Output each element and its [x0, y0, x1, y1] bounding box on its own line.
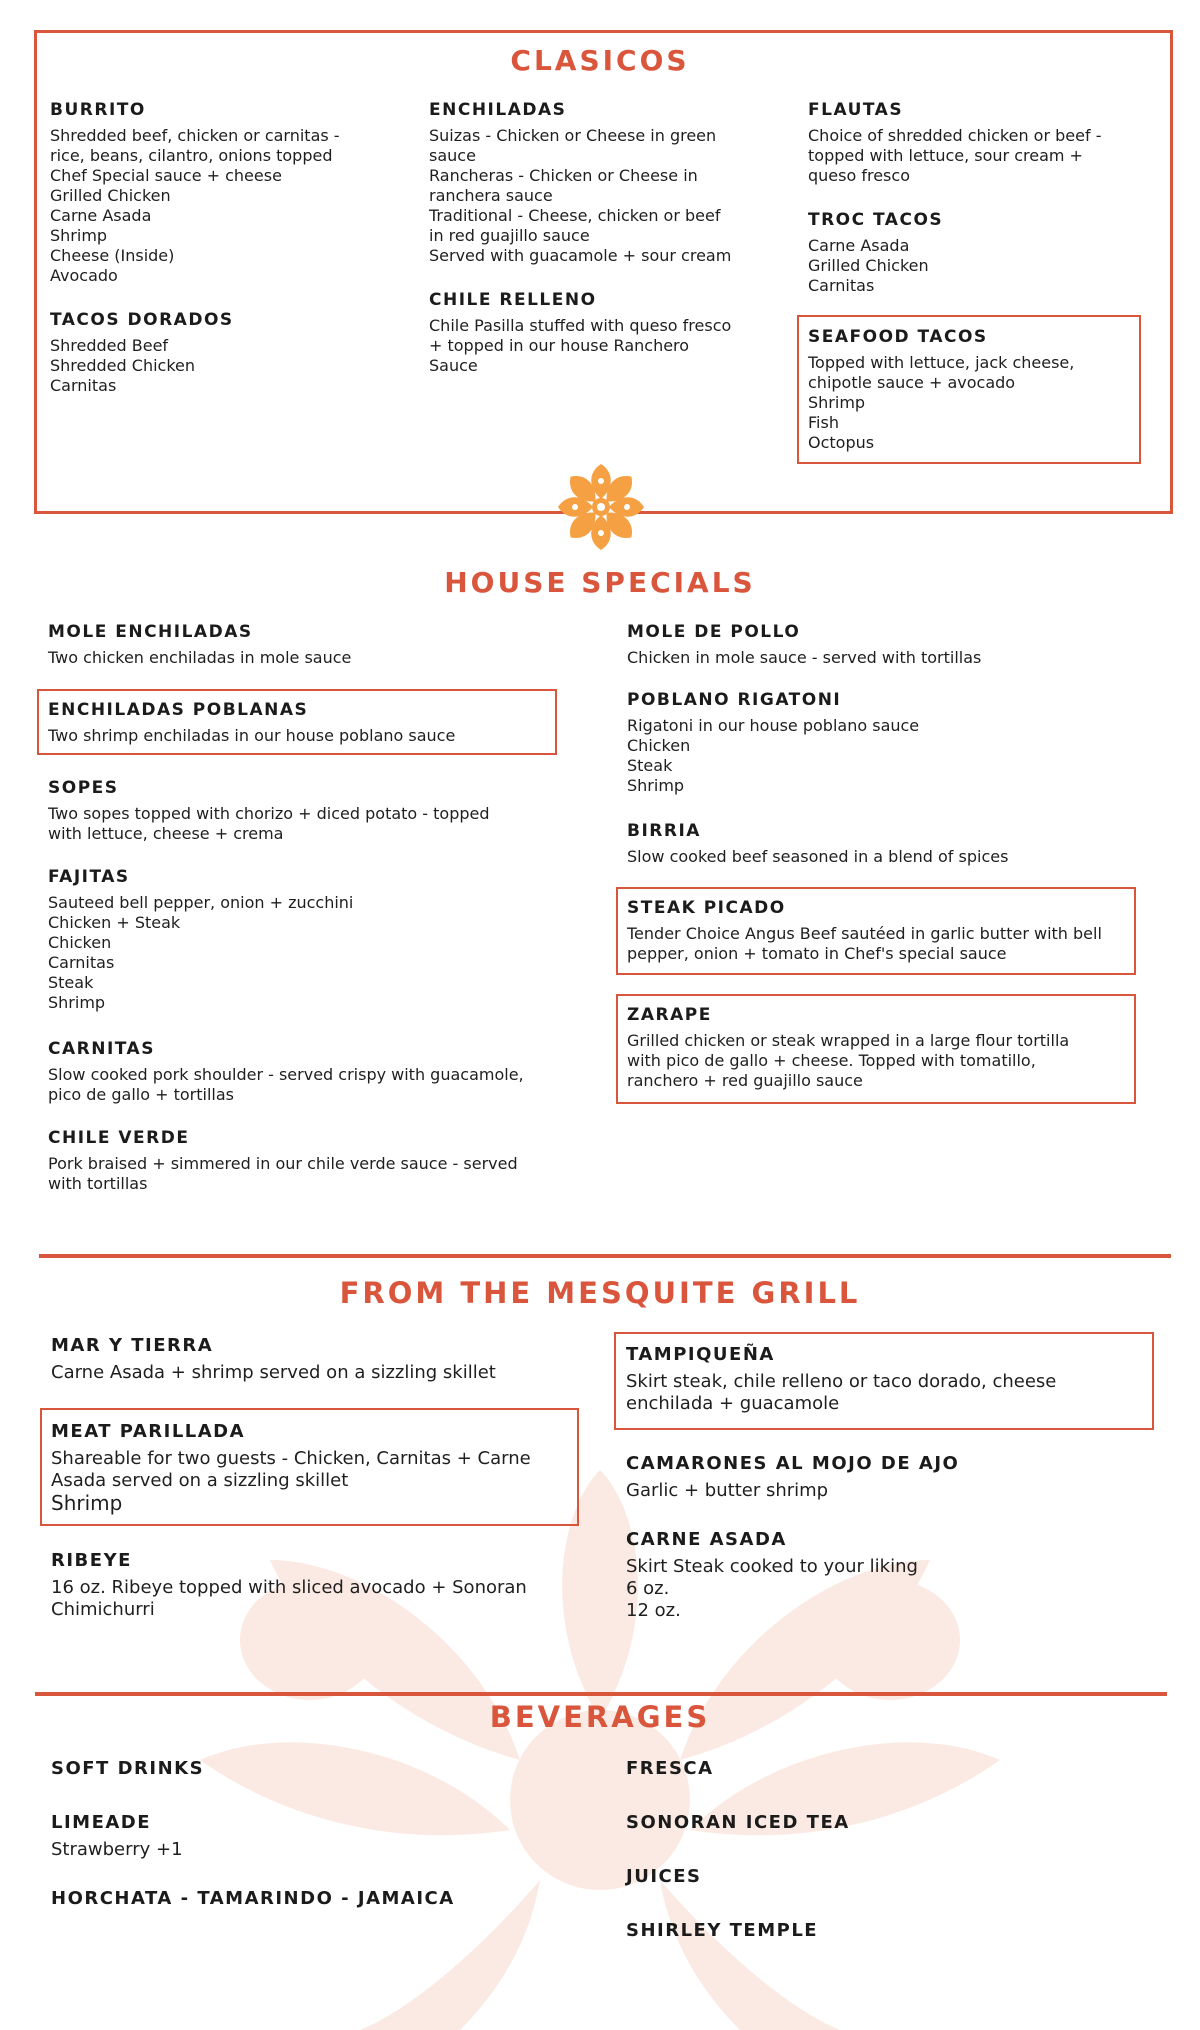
menu-item-mole-de-pollo — [627, 621, 981, 668]
item-description: + topped in our house Ranchero — [429, 336, 690, 355]
item-description: ranchera sauce — [429, 186, 553, 205]
item-description: enchilada + guacamole — [626, 1393, 840, 1414]
menu-item-chile-verde — [48, 1127, 518, 1194]
item-description: Choice of shredded chicken or beef - — [808, 126, 1102, 145]
beverage-sonoran-iced-tea — [626, 1812, 850, 1839]
menu-item-tampiquena — [626, 1344, 1056, 1415]
item-option: Octopus — [808, 433, 875, 452]
item-name: SOFT DRINKS — [51, 1758, 205, 1779]
flower-emblem-icon — [556, 462, 646, 552]
item-option: Shrimp — [48, 993, 106, 1012]
item-description: Shredded beef, chicken or carnitas - — [50, 126, 340, 145]
item-description: Carne Asada + shrimp served on a sizzling skillet — [51, 1362, 496, 1383]
item-name: CHILE VERDE — [48, 1128, 190, 1148]
item-description: Chile Pasilla stuffed with queso fresco — [429, 316, 732, 335]
item-option: Steak — [48, 973, 94, 992]
item-description: Suizas - Chicken or Cheese in green — [429, 126, 717, 145]
beverage-horchata-tamarindo-jamaica — [51, 1888, 455, 1915]
grill-title: FROM THE MESQUITE GRILL — [339, 1276, 861, 1310]
item-name: BIRRIA — [627, 821, 701, 841]
item-option: Grilled Chicken — [50, 186, 171, 205]
item-description: Garlic + butter shrimp — [626, 1480, 829, 1501]
item-option: Shredded Beef — [50, 336, 169, 355]
menu-item-enchiladas — [429, 99, 731, 266]
menu-item-burrito — [50, 99, 340, 286]
beverages-title: BEVERAGES — [489, 1700, 711, 1734]
item-option: Shredded Chicken — [50, 356, 195, 375]
item-option: Cheese (Inside) — [50, 246, 175, 265]
menu-item-carnitas — [48, 1038, 524, 1105]
menu-item-steak-picado — [627, 897, 1102, 964]
item-name: MOLE DE POLLO — [627, 622, 801, 642]
beverage-juices — [626, 1866, 701, 1893]
menu-item-enchiladas-poblanas — [48, 699, 455, 746]
item-name: TAMPIQUEÑA — [626, 1344, 775, 1365]
item-description: chipotle sauce + avocado — [808, 373, 1016, 392]
item-name: MOLE ENCHILADAS — [48, 622, 253, 642]
item-description: Rigatoni in our house poblano sauce — [627, 716, 920, 735]
item-description: Topped with lettuce, jack cheese, — [808, 353, 1075, 372]
grill-divider — [39, 1254, 1171, 1258]
menu-item-seafood-tacos — [808, 326, 1074, 453]
menu-item-tacos-dorados — [50, 309, 234, 396]
item-description: Two sopes topped with chorizo + diced potato - topped — [48, 804, 490, 823]
item-description: Chimichurri — [51, 1599, 155, 1620]
item-name: FLAUTAS — [808, 100, 904, 120]
item-option: Shrimp — [627, 776, 685, 795]
menu-item-fajitas — [48, 866, 353, 1013]
item-description: Slow cooked pork shoulder - served crispy with guacamole, — [48, 1065, 524, 1084]
item-name: MAR Y TIERRA — [51, 1335, 214, 1356]
item-name: FRESCA — [626, 1758, 714, 1779]
item-description: with tortillas — [48, 1174, 148, 1193]
item-option: Carnitas — [48, 953, 115, 972]
item-description: Chicken in mole sauce - served with tortillas — [627, 648, 982, 667]
item-description: Two shrimp enchiladas in our house poblano sauce — [48, 726, 456, 745]
item-name: HORCHATA - TAMARINDO - JAMAICA — [51, 1888, 455, 1909]
item-name: SONORAN ICED TEA — [626, 1812, 850, 1833]
item-description: Pork braised + simmered in our chile verde sauce - served — [48, 1154, 518, 1173]
house-specials-title: HOUSE SPECIALS — [444, 566, 756, 599]
item-name: TROC TACOS — [808, 210, 944, 230]
item-description: Served with guacamole + sour cream — [429, 246, 732, 265]
item-name: BURRITO — [50, 100, 146, 120]
item-name: ENCHILADAS — [429, 100, 567, 120]
beverage-soft-drinks — [51, 1758, 204, 1785]
item-description: queso fresco — [808, 166, 910, 185]
item-description: Skirt Steak cooked to your liking — [626, 1556, 918, 1577]
item-option: Chicken — [48, 933, 112, 952]
item-description: Rancheras - Chicken or Cheese in — [429, 166, 698, 185]
beverage-fresca — [626, 1758, 714, 1785]
menu-item-carne-asada — [626, 1529, 918, 1622]
beverages-divider — [35, 1692, 1167, 1696]
item-description: Chef Special sauce + cheese — [50, 166, 282, 185]
item-description: pico de gallo + tortillas — [48, 1085, 234, 1104]
item-option: Avocado — [50, 266, 118, 285]
item-option: Carne Asada — [808, 236, 910, 255]
beverage-shirley-temple — [626, 1920, 818, 1947]
item-name: CAMARONES AL MOJO DE AJO — [626, 1453, 960, 1474]
menu-item-ribeye — [51, 1550, 527, 1621]
item-description: Grilled chicken or steak wrapped in a large flour tortilla — [627, 1031, 1070, 1050]
menu-item-mar-y-tierra — [51, 1335, 496, 1384]
item-name: SEAFOOD TACOS — [808, 327, 988, 347]
item-option: Carnitas — [808, 276, 875, 295]
item-option: Steak — [627, 756, 673, 775]
item-name: ZARAPE — [627, 1005, 712, 1025]
item-option: Carnitas — [50, 376, 117, 395]
menu-item-camarones-al-mojo-de-ajo — [626, 1453, 959, 1502]
item-name: FAJITAS — [48, 867, 130, 887]
item-description: Tender Choice Angus Beef sautéed in garlic butter with bell — [627, 924, 1102, 943]
beverage-limeade — [51, 1812, 183, 1861]
clasicos-title: CLASICOS — [510, 44, 690, 77]
item-description: Sauteed bell pepper, onion + zucchini — [48, 893, 354, 912]
menu-item-sopes — [48, 777, 490, 844]
item-description: in red guajillo sauce — [429, 226, 590, 245]
item-name: MEAT PARILLADA — [51, 1421, 246, 1442]
item-description: pepper, onion + tomato in Chef's special sauce — [627, 944, 1007, 963]
item-option: Fish — [808, 413, 839, 432]
item-option: Shrimp — [808, 393, 866, 412]
item-name: POBLANO RIGATONI — [627, 690, 842, 710]
item-description: sauce — [429, 146, 476, 165]
item-option: Chicken + Steak — [48, 913, 181, 932]
item-option: Shrimp — [50, 226, 108, 245]
item-name: CARNE ASADA — [626, 1529, 787, 1550]
menu-item-chile-relleno — [429, 289, 731, 376]
item-description: Slow cooked beef seasoned in a blend of spices — [627, 847, 1009, 866]
menu-item-mole-enchiladas — [48, 621, 351, 668]
menu-item-zarape — [627, 1004, 1069, 1091]
item-name: CARNITAS — [48, 1039, 155, 1059]
item-option: Carne Asada — [50, 206, 152, 225]
item-option: 12 oz. — [626, 1600, 681, 1621]
menu-item-poblano-rigatoni — [627, 689, 919, 796]
item-name: SOPES — [48, 778, 119, 798]
item-name: STEAK PICADO — [627, 898, 786, 918]
item-description: with pico de gallo + cheese. Topped with tomatillo, — [627, 1051, 1036, 1070]
item-name: ENCHILADAS POBLANAS — [48, 700, 309, 720]
menu-item-flautas — [808, 99, 1101, 186]
item-option: Grilled Chicken — [808, 256, 929, 275]
item-description: Skirt steak, chile relleno or taco dorado, cheese — [626, 1371, 1057, 1392]
item-name: LIMEADE — [51, 1812, 152, 1833]
item-description: topped with lettuce, sour cream + — [808, 146, 1083, 165]
item-name: JUICES — [626, 1866, 702, 1887]
item-name: SHIRLEY TEMPLE — [626, 1920, 819, 1941]
item-description: rice, beans, cilantro, onions topped — [50, 146, 333, 165]
item-description: Two chicken enchiladas in mole sauce — [48, 648, 352, 667]
item-description: Sauce — [429, 356, 478, 375]
item-description: Traditional - Cheese, chicken or beef — [429, 206, 721, 225]
item-description: Shareable for two guests - Chicken, Carnitas + Carne — [51, 1448, 531, 1469]
item-option: Strawberry +1 — [51, 1839, 183, 1860]
menu-item-troc-tacos — [808, 209, 943, 296]
item-name: TACOS DORADOS — [50, 310, 234, 330]
item-option: Shrimp — [51, 1491, 123, 1515]
item-description: Asada served on a sizzling skillet — [51, 1470, 349, 1491]
item-description: with lettuce, cheese + crema — [48, 824, 284, 843]
item-name: RIBEYE — [51, 1550, 132, 1571]
item-option: Chicken — [627, 736, 691, 755]
item-name: CHILE RELLENO — [429, 290, 597, 310]
menu-item-meat-parillada — [51, 1421, 531, 1514]
item-option: 6 oz. — [626, 1578, 670, 1599]
item-description: 16 oz. Ribeye topped with sliced avocado + Sonoran — [51, 1577, 527, 1598]
menu-item-birria — [627, 820, 1008, 867]
item-description: ranchero + red guajillo sauce — [627, 1071, 863, 1090]
